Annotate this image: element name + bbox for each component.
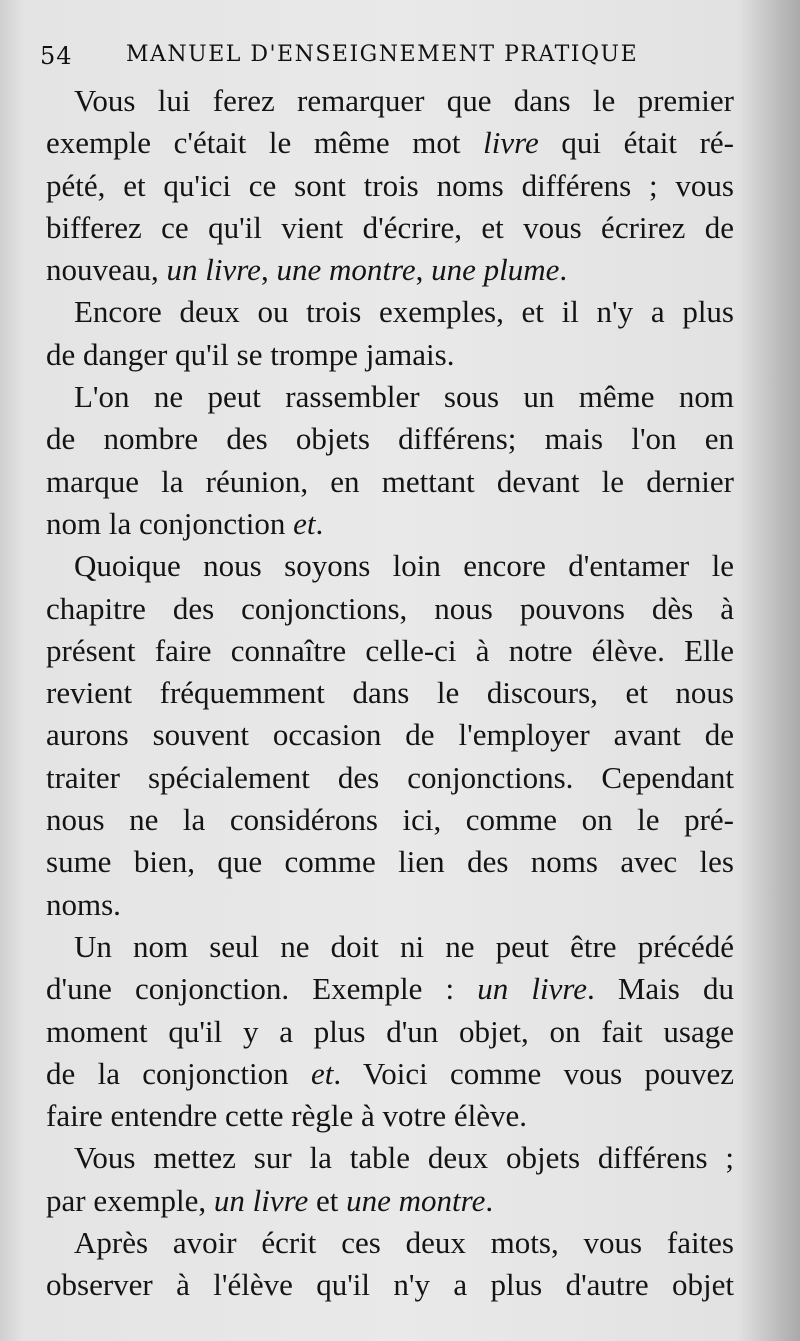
text-segment: faire entendre cette règle à votre élève.: [46, 1098, 528, 1134]
text-segment: ,: [415, 252, 432, 288]
text-segment: sume bien, que comme lien des noms avec les: [46, 844, 734, 880]
text-segment: pété, et qu'ici ce sont trois noms différens ; vous: [46, 167, 734, 203]
text-line: [46, 884, 734, 926]
text-line: [46, 926, 734, 968]
text-line: [46, 545, 734, 587]
text-line: [46, 799, 734, 841]
text-line: [46, 461, 734, 503]
text-segment: Vous mettez sur la table deux objets différens ;: [74, 1140, 734, 1176]
text-segment: nouveau,: [46, 252, 167, 288]
text-line: [46, 841, 734, 883]
text-segment: traiter spécialement des conjonctions. Cependant: [46, 759, 734, 795]
text-line: [46, 207, 734, 249]
text-segment: Un nom seul ne doit ni ne peut être précédé: [74, 928, 734, 964]
italic-text: un livre: [213, 1182, 309, 1218]
text-line: [46, 291, 734, 333]
body-text: [46, 80, 734, 1307]
text-segment: . Mais du: [587, 971, 734, 1007]
text-line: [46, 1095, 734, 1137]
text-line: [46, 672, 734, 714]
text-line: [46, 1264, 734, 1306]
text-line: [46, 376, 734, 418]
text-segment: de la conjonction: [46, 1055, 311, 1091]
italic-text: un livre: [477, 971, 587, 1007]
text-segment: présent faire connaître celle-ci à notre élève. Elle: [46, 632, 734, 668]
page-header: [40, 38, 740, 78]
italic-text: une plume: [431, 252, 560, 288]
text-segment: exemple c'était le même mot: [46, 125, 484, 161]
italic-text: et: [310, 1055, 334, 1091]
text-segment: d'une conjonction. Exemple :: [46, 971, 478, 1007]
text-segment: .: [315, 505, 324, 541]
text-segment: L'on ne peut rassembler sous un même nom: [74, 379, 734, 415]
text-line: [46, 165, 734, 207]
text-line: [46, 757, 734, 799]
text-segment: moment qu'il y a plus d'un objet, on fait usage: [46, 1013, 734, 1049]
text-line: [46, 1137, 734, 1179]
text-segment: par exemple,: [46, 1182, 214, 1218]
page-number: 54: [40, 42, 73, 70]
text-segment: . Voici comme vous pouvez: [333, 1055, 734, 1091]
text-segment: et: [308, 1182, 347, 1218]
italic-text: un livre: [166, 252, 261, 288]
text-segment: .: [559, 252, 568, 288]
text-line: [46, 630, 734, 672]
text-segment: ,: [260, 252, 277, 288]
text-line: [46, 968, 734, 1010]
page-edge-shadow: [740, 0, 800, 1341]
text-line: [46, 249, 734, 291]
text-segment: observer à l'élève qu'il n'y a plus d'autre objet: [46, 1267, 734, 1303]
text-line: [46, 1222, 734, 1264]
text-segment: Quoique nous soyons loin encore d'entamer le: [74, 548, 734, 584]
text-segment: nous ne la considérons ici, comme on le pré-: [46, 802, 734, 838]
text-line: [46, 122, 734, 164]
text-line: [46, 418, 734, 460]
text-line: [46, 588, 734, 630]
text-line: [46, 1180, 734, 1222]
text-segment: de nombre des objets différens; mais l'on en: [46, 421, 734, 457]
text-line: [46, 334, 734, 376]
text-segment: Vous lui ferez remarquer que dans le premier: [74, 83, 734, 118]
text-segment: noms.: [46, 886, 121, 922]
italic-text: une montre: [276, 252, 416, 288]
text-segment: Après avoir écrit ces deux mots, vous faites: [74, 1225, 734, 1261]
text-line: [46, 80, 734, 122]
text-segment: .: [485, 1182, 494, 1218]
text-segment: Encore deux ou trois exemples, et il n'y a plus: [74, 294, 734, 330]
text-segment: de danger qu'il se trompe jamais.: [46, 336, 455, 372]
italic-text: une montre: [346, 1182, 486, 1218]
text-segment: nom la conjonction: [46, 505, 294, 541]
text-segment: qui était ré-: [538, 125, 734, 161]
text-line: [46, 714, 734, 756]
text-segment: bifferez ce qu'il vient d'écrire, et vous écrirez de: [46, 209, 734, 245]
text-segment: chapitre des conjonctions, nous pouvons dès à: [46, 590, 734, 626]
running-title: MANUEL D'ENSEIGNEMENT PRATIQUE: [126, 42, 639, 67]
text-line: [46, 503, 734, 545]
italic-text: livre: [483, 125, 539, 161]
text-line: [46, 1011, 734, 1053]
text-line: [46, 1053, 734, 1095]
italic-text: et: [293, 505, 316, 541]
text-segment: revient fréquemment dans le discours, et nous: [46, 675, 734, 711]
text-segment: aurons souvent occasion de l'employer avant de: [46, 717, 734, 753]
text-segment: marque la réunion, en mettant devant le dernier: [46, 463, 734, 499]
